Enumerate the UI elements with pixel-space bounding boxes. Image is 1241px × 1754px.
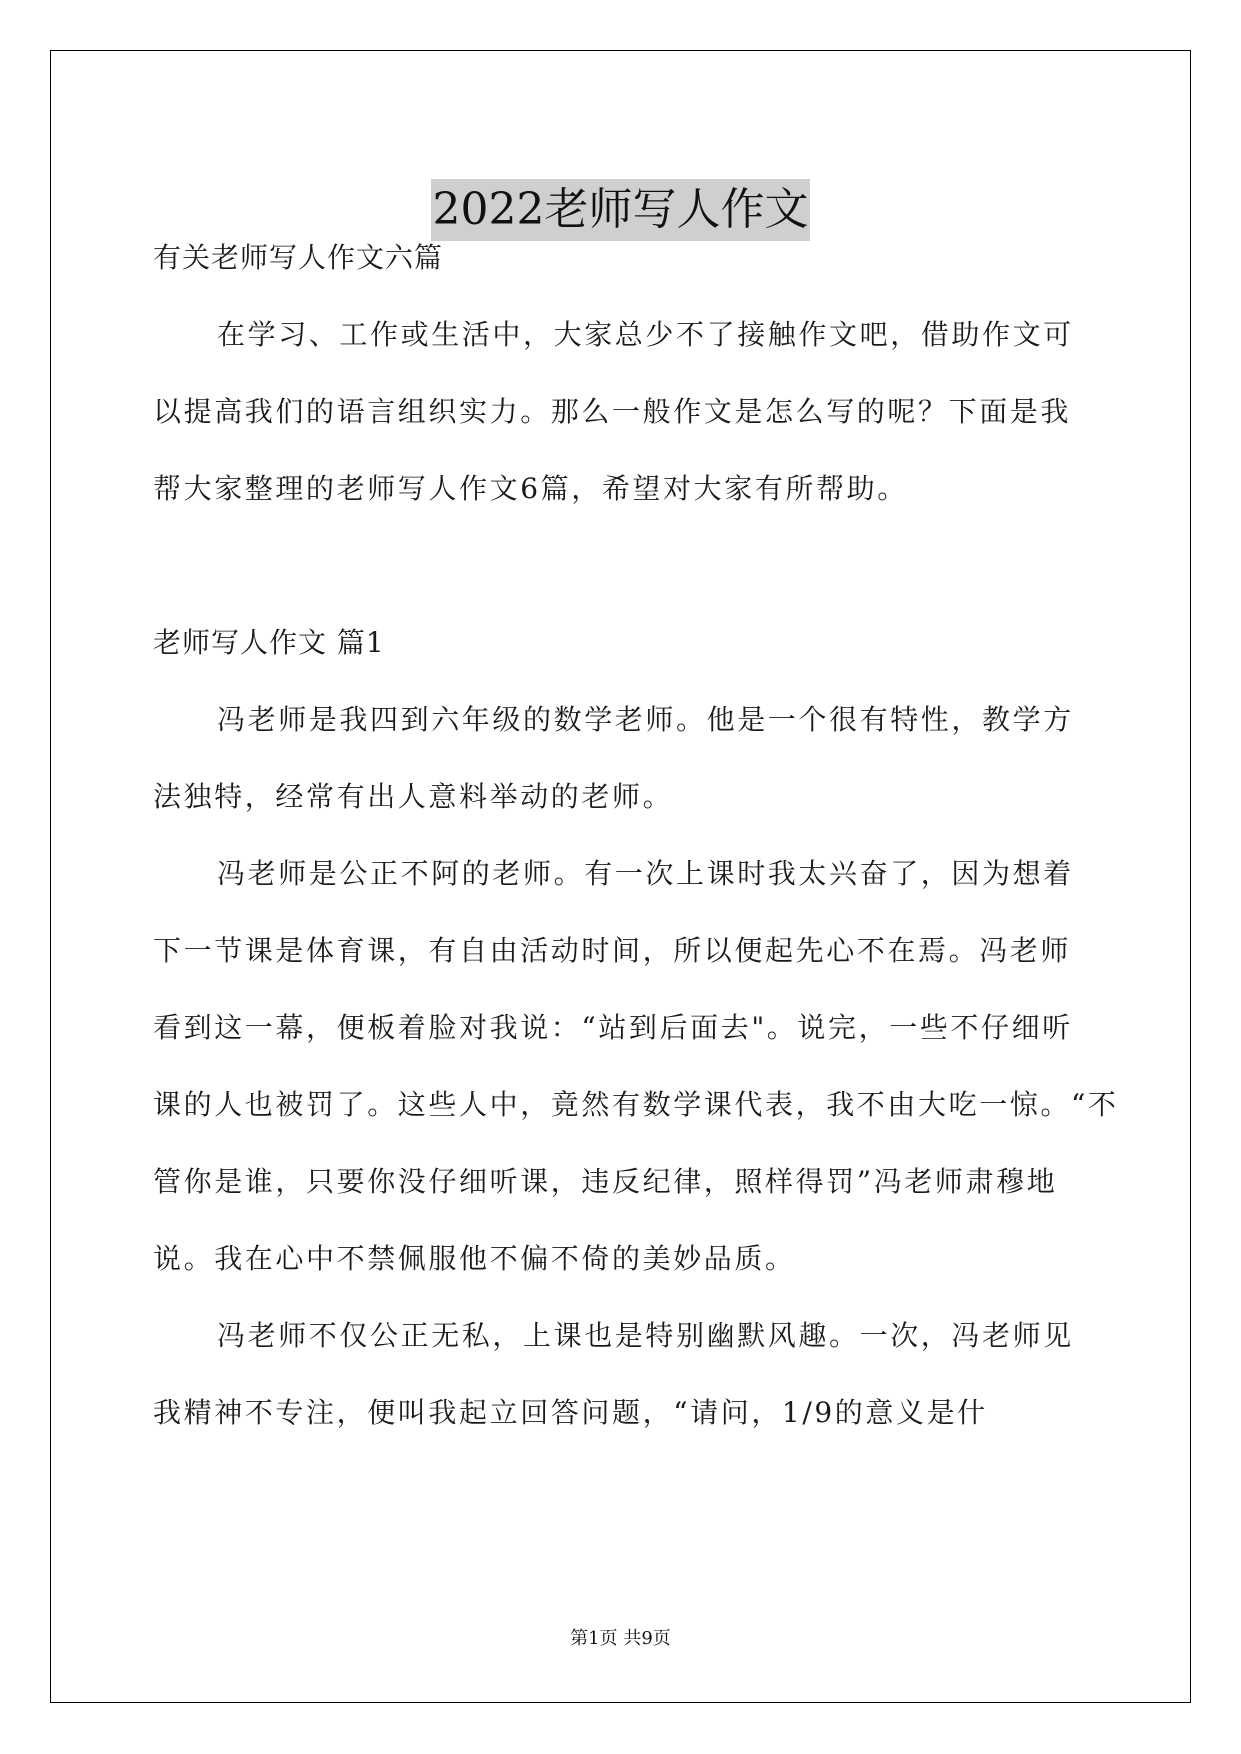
section-spacer (153, 541, 1093, 618)
paragraph-line: 在学习、工作或生活中，大家总少不了接触作文吧，借助作文可 (217, 318, 1074, 351)
paragraph-line: 我精神不专注，便叫我起立回答问题，“请问，1/9的意义是什 (153, 1396, 988, 1429)
paragraph-line: 法独特，经常有出人意料举动的老师。 (153, 780, 674, 813)
paragraph-line: 帮大家整理的老师写人作文6篇，希望对大家有所帮助。 (153, 472, 908, 505)
page-footer (0, 1624, 1241, 1650)
paragraph-line: 课的人也被罚了。这些人中，竟然有数学课代表，我不由大吃一惊。“不 (153, 1088, 1119, 1121)
intro-heading: 有关老师写人作文六篇 (153, 241, 444, 274)
paragraph-line: 看到这一幕，便板着脸对我说：“站到后面去"。说完，一些不仔细听 (153, 1011, 1073, 1044)
section-heading: 老师写人作文 篇1 (153, 626, 385, 659)
paragraph-line: 下一节课是体育课，有自由活动时间，所以便起先心不在焉。冯老师 (153, 934, 1072, 967)
document-body (153, 233, 1119, 1465)
paragraph-line: 说。我在心中不禁佩服他不偏不倚的美妙品质。 (153, 1242, 796, 1275)
paragraph-line: 管你是谁，只要你没仔细听课，违反纪律，照样得罚”冯老师肃穆地 (153, 1165, 1058, 1198)
paragraph-line: 以提高我们的语言组织实力。那么一般作文是怎么写的呢？下面是我 (153, 395, 1072, 428)
paragraph-line: 冯老师是公正不阿的老师。有一次上课时我太兴奋了，因为想着 (217, 857, 1074, 890)
page-number: 第1页 共9页 (570, 1628, 671, 1649)
paragraph-line: 冯老师不仅公正无私，上课也是特别幽默风趣。一次，冯老师见 (217, 1319, 1074, 1352)
document-title: 2022老师写人作文 (431, 179, 811, 241)
paragraph-line: 冯老师是我四到六年级的数学老师。他是一个很有特性，教学方 (217, 703, 1074, 736)
